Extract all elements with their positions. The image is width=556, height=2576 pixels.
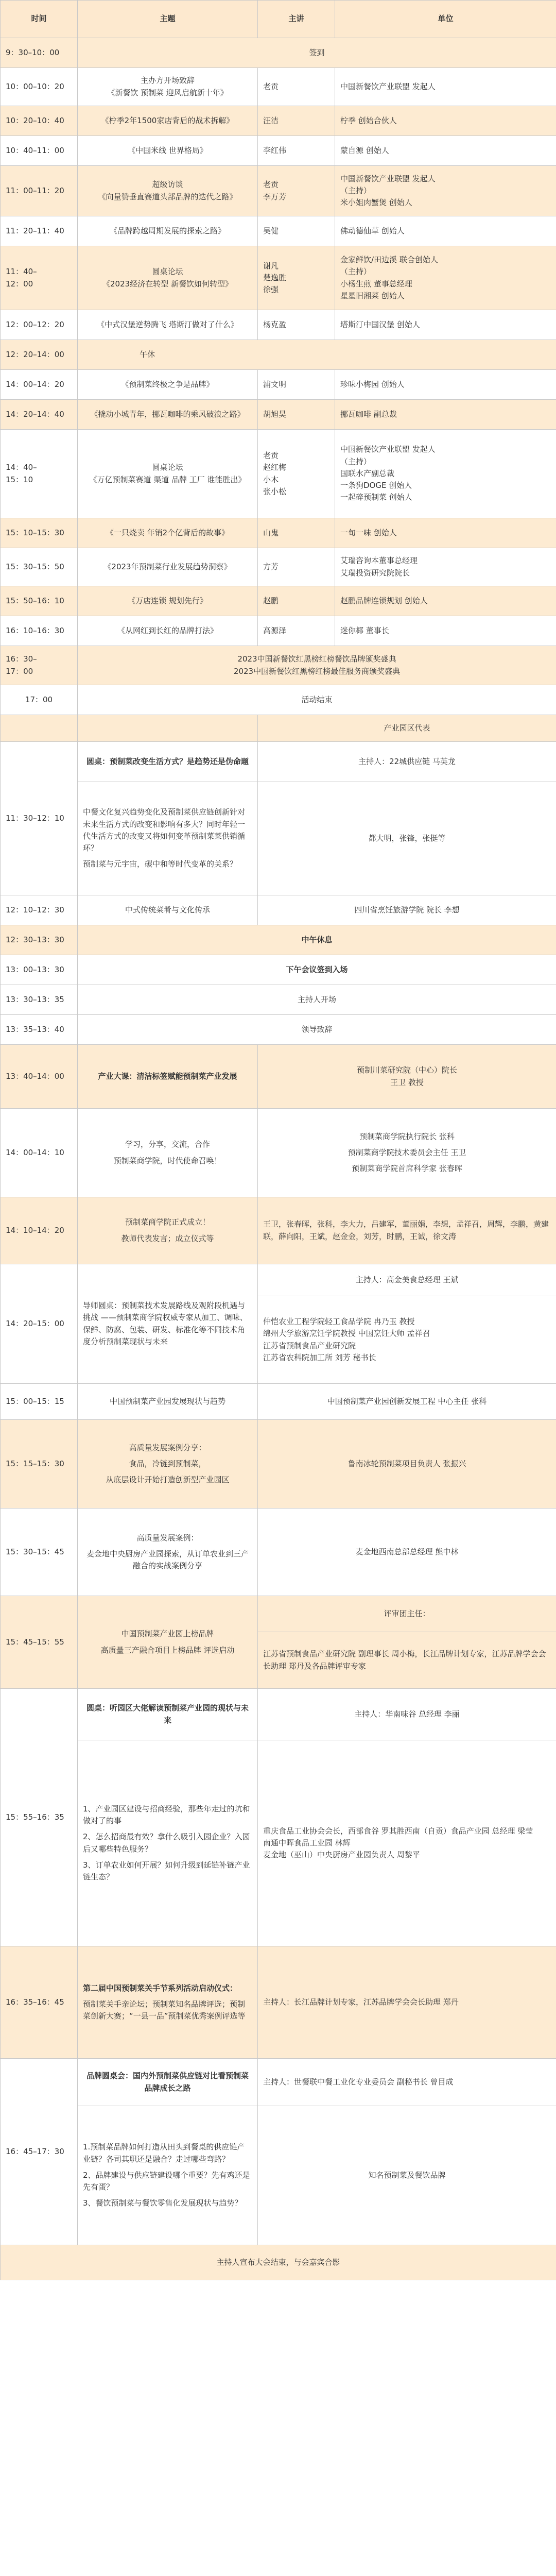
row-topic: 《万店连锁 规划先行》 (78, 586, 258, 616)
text-line: 《万亿预制菜赛道 渠道 品牌 工厂 谁能胜出》 (89, 474, 246, 484)
text-line: 预制菜与元宇宙，碳中和等时代变革的关系？ (83, 859, 238, 869)
text-line: 预制菜商学院执行院长 张科 (359, 1131, 455, 1141)
row-speaker: 杨克盈 (258, 310, 335, 340)
row-unit-head: 主持人：高金美食总经理 王斌 (258, 1264, 556, 1296)
spacer (83, 1855, 252, 1859)
row-unit: 王卫，张春晖，张科，李大力，吕建军，董丽娟，李想，孟祥召，周辉，李鹏，黄建联，薛向阳，王斌，赵金金，刘芳，时鹏，王诚，徐文涛 (258, 1197, 556, 1264)
text-line: 金家鲜饮/田边溪 联合创始人 (340, 255, 438, 264)
row-topic: 《撬动小城青年，挪瓦咖啡的乘风破浪之路》 (78, 400, 258, 430)
row-topic (78, 1509, 258, 1596)
text-line: 圆桌：听园区大佬解读预制菜产业园的现状与未来 (86, 1703, 249, 1725)
row-topic (78, 430, 258, 518)
row-topic-items (78, 2106, 258, 2245)
text-line: 星星旧湘菜 创始人 (340, 291, 405, 300)
table-row (1, 548, 556, 586)
spacer (83, 1640, 252, 1645)
row-time: 15：10–15：30 (1, 518, 78, 548)
row-topic: 《2023年预制菜行业发展趋势洞察》 (78, 548, 258, 586)
row-time: 10：00–10：20 (1, 68, 78, 106)
text-line: 《向量赞垂直赛道头部品牌的迭代之路》 (98, 192, 237, 201)
row-time: 13：30–13：35 (1, 985, 78, 1015)
text-line: 导师圆桌：预制菜技术发展路线及观附段机遇与挑战 ——预制菜商学院权威专家从加工、调味、保鲜、防腐、包装、研发、标准化等不同技术角度分析预制菜现状与未来 (83, 1301, 248, 1346)
empty-cell (1, 715, 78, 742)
row-topic (78, 1420, 258, 1509)
row-topic (78, 246, 258, 310)
text-line: 预制菜商学院技术委员会主任 王卫 (348, 1147, 466, 1157)
table-row (1, 518, 556, 548)
table-row (1, 38, 556, 68)
row-speaker: 浦文明 (258, 370, 335, 400)
text-line: 16：30– (6, 654, 37, 664)
row-time: 13：40–14：00 (1, 1045, 78, 1109)
text-line: 绵州大学旅游烹饪学院教授 中国烹饪大师 孟祥召 (263, 1329, 430, 1338)
empty-cell (78, 715, 258, 742)
row-topic: 《中式汉堡逆势腾飞 塔斯汀做对了什么》 (78, 310, 258, 340)
row-unit (335, 68, 556, 106)
text-line: 一条狗DOGE 创始人 (340, 481, 412, 490)
table-row (1, 1264, 556, 1296)
row-topic (78, 1596, 258, 1689)
table-row (1, 1045, 556, 1109)
table-row (1, 400, 556, 430)
row-speaker: 老贡 (258, 68, 335, 106)
row-speaker: 高源泽 (258, 616, 335, 646)
text-line: 教师代表发言；成立仪式等 (121, 1233, 214, 1243)
row-unit: 鲁南冰轮预制菜项目负责人 张振兴 (258, 1420, 556, 1509)
row-time: 11：00–11：20 (1, 166, 78, 216)
row-time: 13：00–13：30 (1, 955, 78, 985)
row-time: 14：20–15：00 (1, 1264, 78, 1384)
text-line: 产业大课：清洁标签赋能预制菜产业发展 (98, 1071, 237, 1081)
text-line: 高质量三产融合项目上榜品牌 评选启动 (100, 1645, 235, 1655)
row-time: 16：35–16：45 (1, 1946, 78, 2059)
row-topic: 《品牌跨越周期发展的探索之路》 (78, 216, 258, 246)
row-unit-head: 主持人：世餐联中餐工业化专业委员会 副秘书长 曾目成 (258, 2059, 556, 2106)
row-time: 12：30–13：30 (1, 925, 78, 955)
text-line: 15：10 (6, 474, 33, 484)
text-line: 中国新餐饮产业联盟 发起人 (340, 174, 436, 183)
row-time: 15：00–15：15 (1, 1384, 78, 1420)
text-line: 《2023经济在转型 新餐饮如何转型》 (102, 279, 233, 289)
text-line: 12：00 (6, 279, 33, 289)
text-line: 江苏省农科院加工所 刘芳 秘书长 (263, 1352, 376, 1362)
spacer (83, 1454, 252, 1458)
row-topic (78, 646, 556, 685)
text-line: （主持） (340, 267, 372, 277)
text-line: 预制菜商学院，时代使命召唤！ (113, 1156, 222, 1165)
text-line: 预制菜商学院首席科学家 张春晖 (352, 1164, 462, 1174)
spacer (83, 1229, 252, 1233)
text-line: 14：40– (6, 463, 37, 472)
row-topic: 《预制菜终极之争是品牌》 (78, 370, 258, 400)
row-topic: 活动结束 (78, 685, 556, 715)
text-line: 超级访谈 (152, 180, 183, 190)
row-topic (78, 1109, 258, 1197)
text-line: 从底层设计开始打造创新型产业园区 (106, 1475, 230, 1485)
row-time: 15：30–15：45 (1, 1509, 78, 1596)
table-row (1, 1596, 556, 1632)
text-line: 张小松 (263, 486, 287, 496)
table-row (1, 2245, 556, 2280)
text-line: 中国预制菜产业园上榜品牌 (121, 1629, 214, 1639)
row-merged: 下午会议签到入场 (78, 955, 556, 985)
text-line: 1.预制菜品牌如何打造从田头到餐桌的供应链产业链？各司其职还是融合？走过哪些弯路？ (83, 2142, 245, 2164)
table-row (1, 715, 556, 742)
row-time: 12：10–12：30 (1, 895, 78, 925)
table-row (1, 742, 556, 782)
row-unit: 主持人：长江品牌计划专家，江苏品牌学会会长助理 郑丹 (258, 1946, 556, 2059)
table-row (1, 1509, 556, 1596)
row-merged: 领导致辞 (78, 1015, 556, 1045)
text-line: 老贡 (263, 180, 279, 190)
text-line: 高质量发展案例： (136, 1533, 199, 1543)
text-line: 2、怎么招商最有效？拿什么吸引入园企业？入园后又哪些特色服务？ (83, 1832, 250, 1854)
text-line: 11：40– (6, 267, 37, 277)
row-time: 15：45–15：55 (1, 1596, 78, 1689)
row-unit (258, 1740, 556, 1946)
table-row (1, 370, 556, 400)
text-line: 一起碎预制菜 创始人 (340, 493, 412, 502)
table-row (1, 1015, 556, 1045)
header-unit: 单位 (335, 1, 556, 38)
row-unit (258, 1296, 556, 1384)
row-unit (335, 166, 556, 216)
row-topic: 《中国米线 世界格局》 (78, 136, 258, 166)
row-unit (335, 246, 556, 310)
row-topic: 中式传统菜肴与文化传承 (78, 895, 258, 925)
table-row (1, 1946, 556, 2059)
row-time: 15：55–16：35 (1, 1689, 78, 1946)
row-merged: 中午休息 (78, 925, 556, 955)
text-line: 麦金地中央厨房产业园探索，从订单农业到三产融合的实战案例分享 (86, 1549, 249, 1571)
row-time: 14：20–14：40 (1, 400, 78, 430)
row-time: 11：20–11：40 (1, 216, 78, 246)
text-line: 艾瑞咨询本董事总经理 (340, 556, 418, 566)
text-line: 3、订单农业如何开展？如何升级到延链补链产业链生态？ (83, 1860, 250, 1882)
text-line: 预制川菜研究院（中心）院长 (356, 1065, 457, 1075)
row-time: 16：10–16：30 (1, 616, 78, 646)
header-topic: 主题 (78, 1, 258, 38)
row-speaker: 赵鹏 (258, 586, 335, 616)
spacer (83, 1151, 252, 1155)
table-row (1, 2106, 556, 2245)
row-time: 14：00–14：20 (1, 370, 78, 400)
text-line: 中国新餐饮产业联盟 发起人 (340, 81, 436, 91)
row-speaker: 汪洁 (258, 106, 335, 136)
row-topic (78, 68, 258, 106)
row-time: 12：00–12：20 (1, 310, 78, 340)
row-topic: 午休 (78, 340, 556, 370)
text-line: 南通中晖食品工业园 林辉 (263, 1838, 351, 1848)
row-unit-head: 评审团主任： (258, 1596, 556, 1632)
row-unit (335, 430, 556, 518)
table-row (1, 1384, 556, 1420)
table-row (1, 646, 556, 685)
row-topic (78, 166, 258, 216)
row-topic-head (78, 1689, 258, 1740)
spacer (83, 1470, 252, 1474)
table-row (1, 1109, 556, 1197)
spacer (83, 854, 252, 858)
table-row (1, 782, 556, 895)
table-row (1, 955, 556, 985)
text-line: 预制菜商学院正式成立！ (125, 1217, 210, 1227)
row-topic-body: 预制菜关手亲论坛；预制菜知名品牌评选；预制菜创新大赛；“一县一品”预制菜优秀案例评选等 (83, 1999, 246, 2021)
text-line: 国联水产副总裁 (340, 468, 395, 478)
table-row (1, 136, 556, 166)
row-unit-head: 主持人：华南味谷 总经理 李丽 (258, 1689, 556, 1740)
spacer (83, 1827, 252, 1831)
text-line: 米小姐肉蟹煲 创始人 (340, 198, 412, 208)
row-speaker: 吴健 (258, 216, 335, 246)
row-unit: 迷你椰 董事长 (335, 616, 556, 646)
row-unit: 麦金地西南总部总经理 熊中林 (258, 1509, 556, 1596)
row-speaker: 山鬼 (258, 518, 335, 548)
row-topic: 《从网红到长红的品牌打法》 (78, 616, 258, 646)
row-time: 15：15–15：30 (1, 1420, 78, 1509)
table-row (1, 68, 556, 106)
row-speaker: 胡旭昊 (258, 400, 335, 430)
header-row (1, 1, 556, 38)
row-unit: 江苏省预制食品产业研究院 副理事长 周小梅，长江品牌计划专家，江苏品牌学会会长助理 郑丹及各品牌评审专家 (258, 1632, 556, 1689)
row-unit: 柠季 创始合伙人 (335, 106, 556, 136)
text-line: 李万芳 (263, 192, 287, 201)
row-unit (258, 1045, 556, 1109)
text-line: 小杨生煎 董事总经理 (340, 279, 412, 289)
row-speaker: 方芳 (258, 548, 335, 586)
row-time: 17：00 (1, 685, 78, 715)
table-row (1, 216, 556, 246)
text-line: 艾瑞投资研究院院长 (340, 568, 410, 578)
row-time: 13：35–13：40 (1, 1015, 78, 1045)
row-unit (258, 1109, 556, 1197)
text-line: 主办方开场致辞 (140, 76, 195, 86)
row-time: 9：30–10：00 (1, 38, 78, 68)
table-row (1, 246, 556, 310)
row-unit-body: 都大明，张锋，张挺等 (258, 782, 556, 895)
text-line: 仲恺农业工程学院轻工食品学院 冉乃玉 教授 (263, 1317, 415, 1326)
row-unit: 塔斯汀中国汉堡 创始人 (335, 310, 556, 340)
text-line: 2023中国新餐饮红黑榜红榜最佳服务商颁奖盛典 (233, 666, 401, 676)
spacer (83, 2193, 252, 2197)
table-row (1, 586, 556, 616)
table-row (1, 310, 556, 340)
row-time: 10：40–11：00 (1, 136, 78, 166)
table-row (1, 1420, 556, 1509)
table-row (1, 1197, 556, 1264)
text-line: （主持） (340, 185, 372, 195)
table-row (1, 2059, 556, 2106)
text-line: 江苏省预制食品产业研究院 (263, 1341, 356, 1350)
row-time (1, 430, 78, 518)
table-row (1, 1740, 556, 1946)
row-topic-items (78, 1740, 258, 1946)
row-topic: 《柠季2年1500家店背后的战术拆解》 (78, 106, 258, 136)
row-time: 16：45–17：30 (1, 2059, 78, 2245)
text-line: 楚逸胜 (263, 273, 287, 282)
row-unit: 蒙自源 创始人 (335, 136, 556, 166)
text-line: 《新餐饮 预制菜 迎风启航新十年》 (107, 88, 228, 97)
table-row (1, 925, 556, 955)
row-speaker (258, 430, 335, 518)
text-line: 中餐文化复兴趋势变化及预制菜供应链创新针对未来生活方式的改变和影响有多大？同时年轻一代生活方式的改变又将如何变革预制菜菜供销循环？ (83, 807, 246, 853)
text-line: 重庆食品工业协会会长，西部食谷 罗其胜西南（自贡）食品产业园 总经理 梁莹 (263, 1826, 533, 1836)
spacer (263, 1143, 551, 1147)
text-line: 学习，分享，交流，合作 (125, 1140, 210, 1149)
text-line: 中国新餐饮产业联盟 发起人 (340, 445, 436, 454)
row-time: 14：00–14：10 (1, 1109, 78, 1197)
row-speaker (258, 246, 335, 310)
row-topic (78, 1197, 258, 1264)
row-topic-head (78, 2059, 258, 2106)
row-merged: 主持人开场 (78, 985, 556, 1015)
row-topic (78, 1946, 258, 2059)
text-line: 1、产业园区建设与招商经验，那些年走过的坑和做对了的事 (83, 1804, 250, 1825)
table-row (1, 895, 556, 925)
row-topic (78, 1045, 258, 1109)
text-line: 圆桌论坛 (152, 463, 183, 472)
row-unit: 知名预制菜及餐饮品牌 (258, 2106, 556, 2245)
header-time: 时间 (1, 1, 78, 38)
table-row (1, 106, 556, 136)
text-line: 圆桌：预制菜改变生活方式？是趋势还是伪命题 (86, 756, 249, 766)
row-time: 15：50–16：10 (1, 586, 78, 616)
row-unit: 一旬一味 创始人 (335, 518, 556, 548)
text-line: 食品，冷链到预制菜， (129, 1459, 206, 1468)
row-unit: 佛动德仙草 创始人 (335, 216, 556, 246)
row-topic: 《一只烧卖 年销2个亿背后的故事》 (78, 518, 258, 548)
row-topic (78, 1264, 258, 1384)
row-unit (335, 548, 556, 586)
section-title: 产业园区代表 (258, 715, 556, 742)
text-line: 小木 (263, 474, 279, 484)
table-row (1, 685, 556, 715)
text-line: 17：00 (6, 666, 33, 676)
row-time: 14：10–14：20 (1, 1197, 78, 1264)
text-line: 3、餐饮预制菜与餐饮零售化发展现状与趋势？ (83, 2198, 242, 2208)
text-line: 徐强 (263, 285, 279, 295)
table-row (1, 1689, 556, 1740)
header-speaker: 主讲 (258, 1, 335, 38)
text-line: 王卫 教授 (390, 1077, 424, 1087)
row-topic: 签到 (78, 38, 556, 68)
table-row (1, 166, 556, 216)
row-topic-body (78, 782, 258, 895)
text-line: 2023中国新餐饮红黑榜红榜餐饮品牌颁奖盛典 (237, 654, 396, 664)
text-line: （主持） (340, 456, 372, 466)
row-topic-head: 第二届中国预制菜关手节系列活动启动仪式： (83, 1983, 238, 1993)
text-line: 2、品牌建设与供应链建设哪个重要？先有鸡还是先有蛋？ (83, 2170, 250, 2192)
row-time: 10：20–10：40 (1, 106, 78, 136)
text-line: 圆桌论坛 (152, 267, 183, 277)
spacer (83, 1994, 252, 1998)
table-row (1, 340, 556, 370)
text-line: 赵红梅 (263, 463, 287, 472)
row-time: 15：30–15：50 (1, 548, 78, 586)
text-line: 老贡 (263, 451, 279, 460)
table-row (1, 616, 556, 646)
row-unit: 中国预制菜产业园创新发展工程 中心主任 张科 (258, 1384, 556, 1420)
row-time (1, 646, 78, 685)
row-time: 11：30–12：10 (1, 742, 78, 895)
text-line: 麦金地（巫山）中央厨房产业园负责人 周黎平 (263, 1850, 420, 1860)
text-line: 品牌圆桌会：国内外预制菜供应链对比看预制菜品牌成长之路 (86, 2071, 249, 2093)
table-row (1, 430, 556, 518)
closing-row: 主持人宣布大会结束，与会嘉宾合影 (1, 2245, 556, 2280)
row-unit: 四川省烹饪旅游学院 院长 李想 (258, 895, 556, 925)
row-unit: 珍味小梅园 创始人 (335, 370, 556, 400)
spacer (263, 1159, 551, 1163)
row-time: 12：20–14：00 (1, 340, 78, 370)
text-line: 谢凡 (263, 261, 279, 270)
row-speaker: 李红伟 (258, 136, 335, 166)
row-unit-head: 主持人：22城供应链 马英龙 (258, 742, 556, 782)
row-topic-head (78, 742, 258, 782)
row-time (1, 246, 78, 310)
text-line: 高质量发展案例分享： (129, 1443, 206, 1452)
spacer (83, 2165, 252, 2170)
row-topic: 中国预制菜产业园发展现状与趋势 (78, 1384, 258, 1420)
spacer (83, 1544, 252, 1548)
row-unit: 赵鹏品牌连锁规划 创始人 (335, 586, 556, 616)
row-unit: 挪瓦咖啡 副总裁 (335, 400, 556, 430)
row-speaker (258, 166, 335, 216)
table-row (1, 985, 556, 1015)
